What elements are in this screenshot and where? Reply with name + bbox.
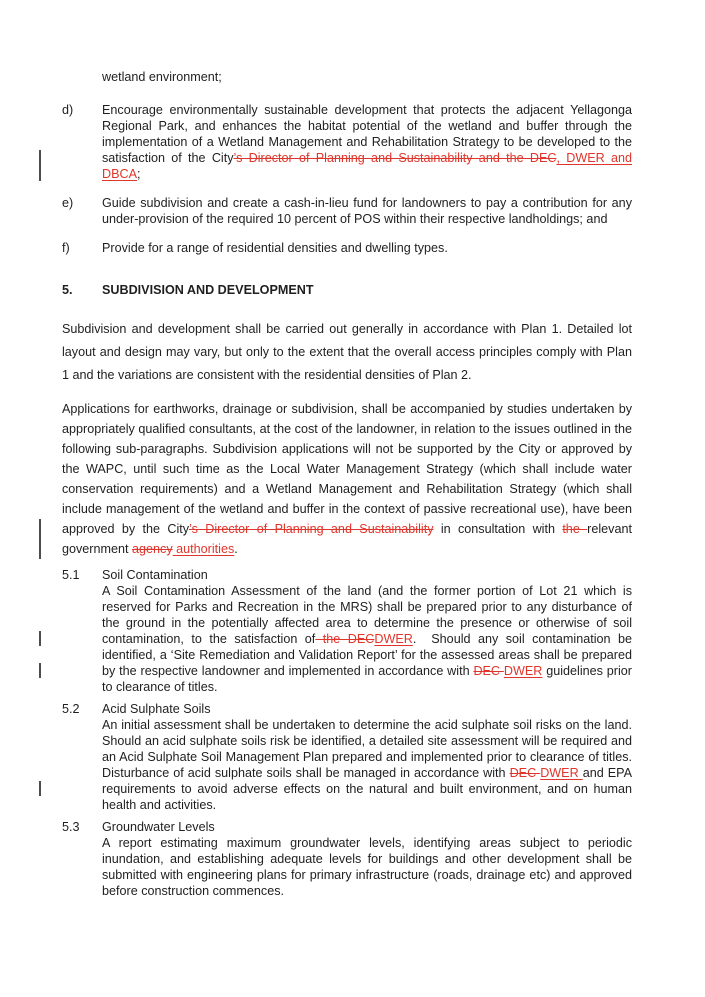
list-item-label: d) [62,103,74,117]
subsection-number: 5.1 [62,568,80,582]
text-run: ; [137,167,141,181]
text-run: Acid Sulphate Soils [102,702,211,716]
inserted-text: authorities [172,542,235,556]
list-item-label: e) [62,196,74,210]
text-run: Provide for a range of residential densities and dwelling types. [102,241,448,255]
list-item-text [102,69,632,85]
text-run: Applications for earthworks, drainage or subdivision, shall be accompanied by studies undertaken by appropriately qualified consultants, at the cost of the landowner, in relation to the issues outlined in the following sub-paragraphs. Subdivision applications will not be supported by the City or approved by the WAPC, until such time as the Local Water Management Strategy (which shall include water conservation requirements) and a Wetland Management and Rehabilitation Strategy (which shall include management of the wetland and buffer in the context of passive recreational use), have been approved by the City [62,402,632,536]
text-run: relevant government [62,522,632,556]
deleted-text: agency [132,542,173,556]
list-item-f [62,240,632,256]
text-run: Guide subdivision and create a cash-in-lieu fund for landowners to pay a contribution for any under-provision of the required 10 percent of POS within their respective landholdings; and [102,196,632,226]
text-run: Soil Contamination [102,568,208,582]
list-item-d [62,102,632,182]
section-title: SUBDIVISION AND DEVELOPMENT [102,283,314,297]
change-bar [39,631,41,646]
subsection-number: 5.3 [62,820,80,834]
subsection-5-3-groundwater-levels [62,819,632,899]
text-run: . Should any soil contamination be identified, a ‘Site Remediation and Validation Report’ for the assessed areas shall be prepared by the respective landowner and implemented in accordance with [102,632,632,678]
deleted-text: the DEC [315,632,375,646]
deleted-text: DEC [509,766,541,780]
list-item-e [62,195,632,227]
paragraph-subdivision-intro [62,318,632,387]
text-run: Subdivision and development shall be carried out generally in accordance with Plan 1. Detailed lot layout and design may vary, but only to the extent that the overall access principles comply with Plan 1 and the variations are consistent with the residential densities of Plan 2. [62,322,632,382]
subsection-number: 5.2 [62,702,80,716]
list-item-label [62,69,102,85]
inserted-text: DWER [503,664,543,678]
text-run: Groundwater Levels [102,820,215,834]
change-bar [39,519,41,559]
text-run: wetland environment; [102,70,222,84]
text-run: A Soil Contamination Assessment of the land (and the former portion of Lot 21 which is reserved for Parks and Recreation in the MRS) shall be prepared prior to any disturbance of the ground in the potentially affected area to determine the presence or otherwise of soil contamination, to the satisfaction of [102,584,632,646]
deleted-text: ’s Director of Planning and Sustainability [189,522,434,536]
text-run: and EPA requirements to avoid adverse effects on the natural and built environment, and on human health and activities. [102,766,633,812]
subsection-5-1-soil-contamination [62,567,632,695]
inserted-text: , DWER and DBCA [102,151,632,181]
text-run: . [234,542,238,556]
text-run: A report estimating maximum groundwater levels, identifying areas subject to periodic inundation, and establishing adequate levels for buildings and other development shall be submitted with engineering plans for primary infrastructure (roads, drainage etc) and approved before construction commences. [102,836,632,898]
change-bar [39,150,41,181]
text-run: Encourage environmentally sustainable development that protects the adjacent Yellagonga Regional Park, and enhances the habitat potential of the wetland and buffer through the implementation of a Wetland Management and Rehabilitation Strategy to be developed to the satisfaction of the City [102,103,632,165]
deleted-text: the [562,522,588,536]
subsection-text [102,819,632,899]
deleted-text: DEC [473,664,504,678]
paragraph-applications [62,399,632,559]
section-heading [62,282,632,298]
subsection-text [102,701,632,813]
change-bar [39,781,41,796]
paragraph-text [62,402,632,556]
text-run: guidelines prior to clearance of titles. [102,664,632,694]
deleted-text: ’s Director of Planning and Sustainability and the DEC [233,151,557,165]
change-bar [39,663,41,678]
text-run: An initial assessment shall be undertaken to determine the acid sulphate soil risks on the land. Should an acid sulphate soils risk be identified, a detailed site assessment will be required and an Acid Sulphate Soil Management Plan prepared and implemented prior to clearance of titles. Disturbance of acid sulphate soils shall be managed in accordance with [102,718,632,780]
list-item-text [102,240,632,256]
section-number: 5. [62,283,73,297]
list-item-c-continuation [62,69,632,85]
subsection-text [102,567,632,695]
list-item-text [102,195,632,227]
inserted-text: DWER [540,766,583,780]
subsection-5-2-acid-sulphate-soils [62,701,632,813]
inserted-text: DWER [374,632,413,646]
list-item-text [102,102,632,182]
text-run: in consultation with [433,522,563,536]
list-item-label: f) [62,241,70,255]
